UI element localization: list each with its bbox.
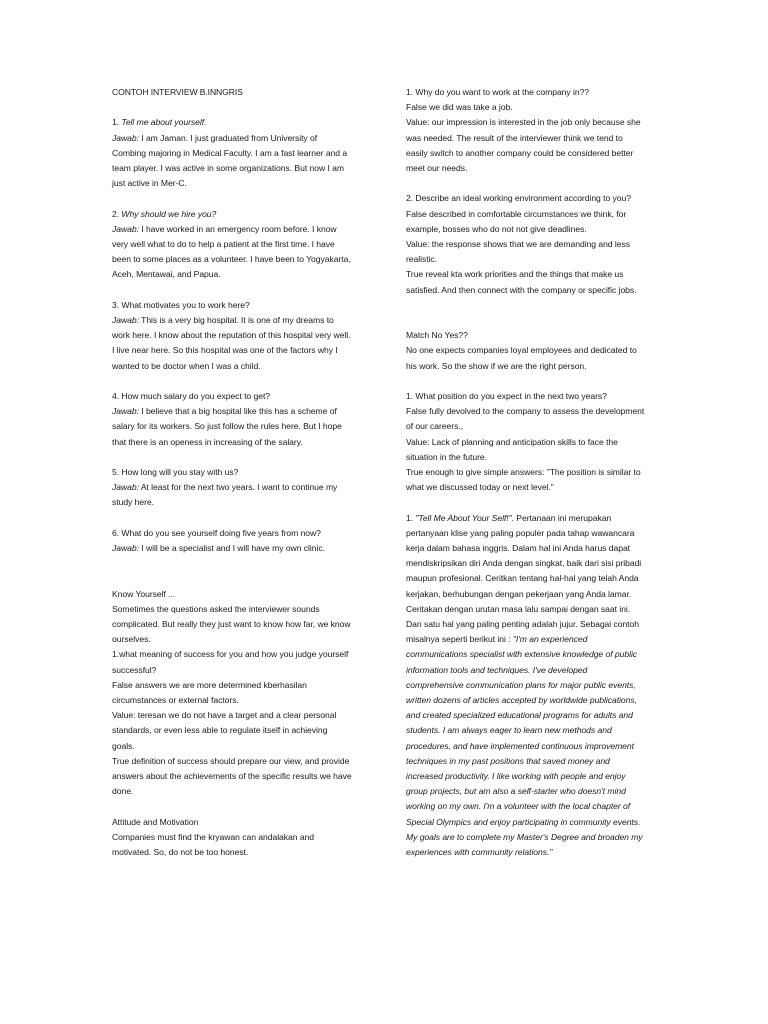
answer-line: team player. I was active in some organizations. But now I am [112,163,344,173]
right-question-2-block [406,191,656,297]
body-line: Value: the response shows that we are demanding and less [406,239,630,250]
answer-line: I live near here. So this hospital was one of the factors why I [112,345,338,356]
question-heading: 1. Why do you want to work at the company in?? [406,87,590,97]
body-line: False described in comfortable circumstances we think, for [406,208,627,219]
section-heading: Know Yourself ... [112,588,176,599]
body-line: 1.what meaning of success for you and how you judge yourself [112,649,349,660]
body-line: standards, or even less able to regulate itself in achieving [112,725,328,736]
answer-line: Jawab: I am Jaman. I just graduated from University of [112,132,318,143]
body-line: was needed. The result of the interviewer think we tend to [406,132,623,143]
question-2 [112,207,368,222]
answer-line: Jawab: I have worked in an emergency room before. I know [112,223,337,234]
question-3-block [112,298,368,374]
match-section [406,328,656,374]
body-line: motivated. So, do not be too honest. [112,847,249,858]
question-6-block [112,526,368,556]
jawab-label: Jawab: [112,223,139,234]
tell-me-first-line: 1. "Tell Me About Your Self!". Pertanaan ini merupakan [406,512,612,523]
body-line: True reveal kta work priorities and the things that make us [406,269,624,280]
question-1-block [112,115,368,191]
body-line: situation in the future. [406,451,487,462]
question-heading: 1. What position do you expect in the next two years? [406,391,607,401]
body-line: answers about the achievements of the specific results we have [112,771,352,782]
answer-line: wanted to be doctor when I was a child. [112,360,261,371]
body-line: Value: Lack of planning and anticipation skills to face the [406,436,618,447]
body-line: kerja dalam bahasa inggris. Dalam hal ini Anda harus dapat [406,543,631,554]
attitude-section [112,815,368,861]
left-column [112,85,368,860]
body-line: Value: teresan we do not have a target and a clear personal [112,710,337,721]
answer-line: work here. I know about the reputation of this hospital very well. [112,330,351,341]
example-line: written dozens of articles accepted by worldwide publications, [406,695,637,706]
body-line: example, bosses who do not not give deadlines. [406,223,587,234]
question-text: Tell me about yourself. [121,117,207,128]
example-line: My goals are to complete my Master's Degree and broaden my [406,831,643,842]
right-column [406,85,656,860]
tell-me-section [406,511,656,861]
jawab-label: Jawab: [112,406,139,417]
question-3: 3. What motivates you to work here? [112,299,250,310]
body-line: circumstances or external factors. [112,695,239,705]
question-4-block [112,389,368,450]
example-line: information tools and techniques. I've developed [406,664,588,675]
example-lead-line: misalnya seperti berikut ini : "I'm an experienced [406,634,588,645]
answer-line: been to some places as a volunteer. I have been to Yogyakarta, [112,254,351,265]
body-line: Value: our impression is interested in the job only because she [406,117,641,128]
right-question-1-block [406,85,656,176]
body-line: done. [112,786,134,797]
question-6: 6. What do you see yourself doing five years from now? [112,527,321,538]
body-line: what we discussed today or next level." [406,482,554,493]
question-4: 4. How much salary do you expect to get? [112,391,271,401]
answer-line: Jawab: This is a very big hospital. It is one of my dreams to [112,315,334,325]
body-line: his work. So the show if we are the right person. [406,360,587,371]
answer-line: Aceh, Mentawai, and Papua. [112,269,221,280]
jawab-label: Jawab: [112,315,139,325]
body-line: Ceritakan dengan urutan masa lalu sampai dengan saat ini. [406,603,631,614]
body-line: Sometimes the questions asked the interviewer sounds [112,603,320,614]
body-line: realistic. [406,254,438,265]
body-line: complicated. But really they just want to know how far, we know [112,618,351,629]
example-line: group projects, but am also a self-starter who doesn't mind [406,786,626,797]
document-title: CONTOH INTERVIEW B.INNGRIS [112,87,243,97]
example-line: and created specialized educational programs for adults and [406,710,633,721]
answer-line: just active in Mer-C. [112,178,187,189]
body-line: easily switch to another company could be considered better [406,147,634,158]
body-line: goals. [112,740,135,751]
question-5: 5. How long will you stay with us? [112,467,239,477]
body-line: pertanyaan klise yang paling populer pada tahap wawancara [406,527,635,538]
question-5-block [112,465,368,511]
example-line: students. I am always eager to learn new methods and [406,725,612,736]
example-line: working on my own. I'm a volunteer with the local chapter of [406,801,631,812]
answer-line: study here. [112,497,154,508]
example-line: increased productivity. I like working with people and enjoy [406,771,626,782]
body-line: kerjakan, berhubungan dengan pekerjaan yang Anda lamar. [406,588,632,599]
right-question-3-block [406,389,656,495]
section-heading: Attitude and Motivation [112,816,199,827]
body-line: of our careers., [406,421,463,432]
body-line: satisfied. And then connect with the company or specific jobs. [406,284,637,295]
question-number: 1. [112,117,122,128]
question-number: 2. [112,208,122,219]
answer-line: Jawab: I believe that a big hospital like this has a scheme of [112,406,337,417]
example-line: experiences with community relations." [406,847,553,858]
body-line: successful? [112,664,157,675]
tell-me-quote: "Tell Me About Your Self!" [415,512,512,523]
body-line: Dan satu hal yang paling penting adalah jujur. Sebagai contoh [406,619,639,630]
answer-line: Jawab: I will be a specialist and I will have my own clinic. [112,543,325,553]
example-line: comprehensive communication plans for major public events, [406,679,636,690]
body-line: No one expects companies loyal employees and dedicated to [406,345,637,356]
answer-line: Jawab: At least for the next two years. I want to continue my [112,482,338,493]
example-line: procedures, and have implemented continuous improvement [406,740,634,751]
body-line: True enough to give simple answers: "The position is similar to [406,467,641,478]
question-text: Why should we hire you? [121,208,217,219]
question-1 [112,115,368,130]
body-line: maupun profesional. Ceritkan tentang hal-hal yang telah Anda [406,573,639,584]
jawab-label: Jawab: [112,543,139,553]
know-yourself-section [112,587,368,800]
jawab-label: Jawab: [112,132,139,143]
answer-line: very well what to do to help a patient at the first time. I have [112,239,335,249]
body-line: meet our needs. [406,163,468,174]
body-line: True definition of success should prepare our view, and provide [112,755,350,766]
question-heading: 2. Describe an ideal working environment according to you? [406,193,631,204]
body-line: False fully devolved to the company to assess the development [406,406,645,417]
answer-line: that there is an openess in increasing of the salary. [112,436,303,447]
body-line: False answers we are more determined kberhasilan [112,679,307,690]
body-line: Companies must find the kryawan can andalakan and [112,831,315,842]
example-line: Special Olympics and enjoy participating in community events. [406,816,641,827]
body-line: False we did was take a job. [406,102,513,113]
example-line: communications specialist with extensive knowledge of public [406,649,638,660]
jawab-label: Jawab: [112,482,139,493]
answer-line: salary for its workers. So just follow the rules here. But I hope [112,421,342,432]
example-line: techniques in my past positions that saved money and [406,755,610,766]
body-line: ourselves. [112,634,151,645]
answer-line: Combing majoring in Medical Faculty. I am a fast learner and a [112,147,348,158]
section-heading: Match No Yes?? [406,330,468,341]
question-2-block [112,207,368,283]
body-line: mendiskripsikan diri Anda dengan singkat, baik dari sisi pribadi [406,558,642,569]
